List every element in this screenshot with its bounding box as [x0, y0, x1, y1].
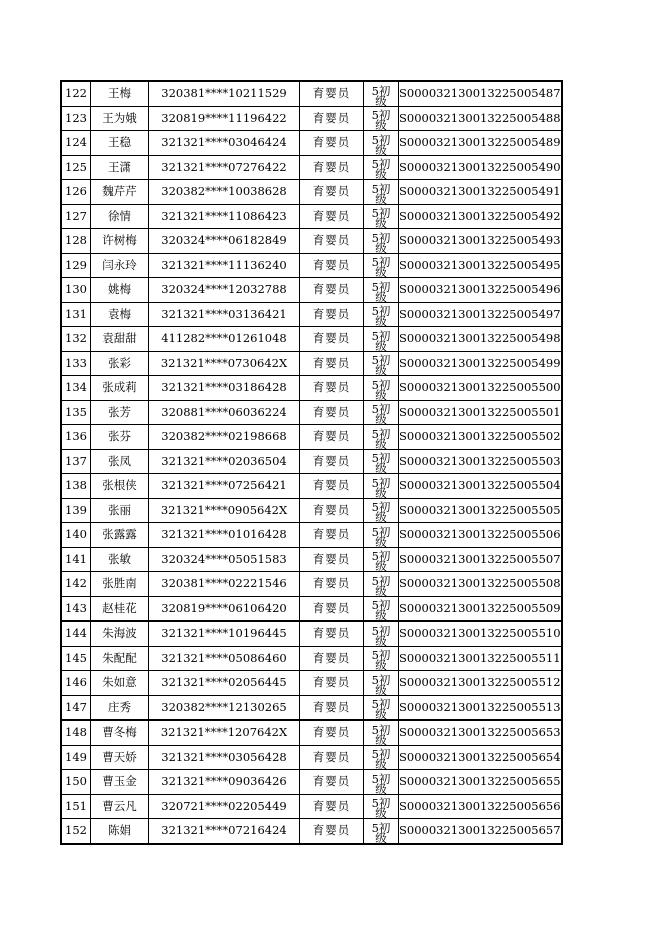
id-number: 320382****10038628 [149, 180, 300, 205]
id-number: 321321****05086460 [149, 646, 300, 671]
id-number: 320881****06036224 [149, 400, 300, 425]
skill-level [364, 449, 399, 474]
skill-level-text: 5初 级 [371, 426, 391, 451]
id-number: 320819****06106420 [149, 596, 300, 621]
row-number: 145 [61, 646, 91, 671]
certificate-number: S000032130013225005504 [399, 474, 562, 499]
id-number: 320382****02198668 [149, 425, 300, 450]
skill-level [364, 671, 399, 696]
certificate-number: S000032130013225005497 [399, 302, 562, 327]
occupation: 育婴员 [300, 302, 364, 327]
id-number: 411282****01261048 [149, 327, 300, 352]
row-number: 142 [61, 572, 91, 597]
certificate-number: S000032130013225005502 [399, 425, 562, 450]
person-name: 曹天娇 [91, 745, 149, 770]
skill-level [364, 302, 399, 327]
skill-level [364, 229, 399, 254]
certificate-number: S000032130013225005489 [399, 131, 562, 156]
certificate-number: S000032130013225005500 [399, 376, 562, 401]
person-name: 陈娟 [91, 819, 149, 844]
id-number: 321321****0905642X [149, 498, 300, 523]
person-name: 王潇 [91, 155, 149, 180]
certificate-number: S000032130013225005654 [399, 745, 562, 770]
occupation: 育婴员 [300, 523, 364, 548]
occupation: 育婴员 [300, 351, 364, 376]
skill-level [364, 278, 399, 303]
person-name: 朱海波 [91, 621, 149, 646]
skill-level [364, 131, 399, 156]
table-row [61, 596, 562, 621]
skill-level [364, 794, 399, 819]
id-number: 321321****03056428 [149, 745, 300, 770]
skill-level-text: 5初 级 [371, 206, 391, 231]
table-row [61, 671, 562, 696]
certificate-number: S000032130013225005656 [399, 794, 562, 819]
row-number: 125 [61, 155, 91, 180]
row-number: 126 [61, 180, 91, 205]
table-row [61, 81, 562, 106]
skill-level-text: 5初 级 [371, 451, 391, 476]
occupation: 育婴员 [300, 819, 364, 844]
id-number: 321321****07256421 [149, 474, 300, 499]
certificate-number: S000032130013225005498 [399, 327, 562, 352]
skill-level [364, 745, 399, 770]
skill-level-text: 5初 级 [371, 524, 391, 549]
person-name: 张彩 [91, 351, 149, 376]
row-number: 129 [61, 253, 91, 278]
person-name: 张露露 [91, 523, 149, 548]
occupation: 育婴员 [300, 376, 364, 401]
row-number: 147 [61, 695, 91, 720]
certificate-number: S000032130013225005501 [399, 400, 562, 425]
id-number: 321321****03186428 [149, 376, 300, 401]
skill-level-text: 5初 级 [371, 573, 391, 598]
row-number: 143 [61, 596, 91, 621]
table-row [61, 745, 562, 770]
certificate-number: S000032130013225005507 [399, 547, 562, 572]
person-name: 张芳 [91, 400, 149, 425]
table-row [61, 253, 562, 278]
skill-level-text: 5初 级 [371, 672, 391, 697]
skill-level-text: 5初 级 [371, 279, 391, 304]
table-row [61, 819, 562, 844]
skill-level [364, 474, 399, 499]
person-name: 曹玉金 [91, 770, 149, 795]
skill-level-text: 5初 级 [371, 648, 391, 673]
skill-level [364, 498, 399, 523]
id-number: 320382****12130265 [149, 695, 300, 720]
table-row [61, 327, 562, 352]
occupation: 育婴员 [300, 425, 364, 450]
occupation: 育婴员 [300, 498, 364, 523]
row-number: 134 [61, 376, 91, 401]
table-row [61, 425, 562, 450]
occupation: 育婴员 [300, 474, 364, 499]
table-row [61, 770, 562, 795]
certificate-number: S000032130013225005499 [399, 351, 562, 376]
table-row [61, 720, 562, 745]
id-number: 320324****12032788 [149, 278, 300, 303]
person-name: 王为娥 [91, 106, 149, 131]
certificate-number: S000032130013225005493 [399, 229, 562, 254]
occupation: 育婴员 [300, 621, 364, 646]
table-row [61, 449, 562, 474]
table-row [61, 180, 562, 205]
person-name: 姚梅 [91, 278, 149, 303]
row-number: 135 [61, 400, 91, 425]
skill-level [364, 646, 399, 671]
person-name: 张敏 [91, 547, 149, 572]
occupation: 育婴员 [300, 327, 364, 352]
person-name: 朱配配 [91, 646, 149, 671]
skill-level [364, 720, 399, 745]
skill-level-text: 5初 级 [371, 747, 391, 772]
table-row [61, 572, 562, 597]
table-row [61, 155, 562, 180]
skill-level-text: 5初 级 [371, 722, 391, 747]
skill-level-text: 5初 级 [371, 255, 391, 280]
skill-level-text: 5初 级 [371, 500, 391, 525]
row-number: 137 [61, 449, 91, 474]
person-name: 徐情 [91, 204, 149, 229]
id-number: 321321****09036426 [149, 770, 300, 795]
row-number: 150 [61, 770, 91, 795]
skill-level [364, 425, 399, 450]
certificate-number: S000032130013225005487 [399, 81, 562, 106]
skill-level [364, 253, 399, 278]
occupation: 育婴员 [300, 695, 364, 720]
occupation: 育婴员 [300, 745, 364, 770]
person-name: 王稳 [91, 131, 149, 156]
certificate-number: S000032130013225005490 [399, 155, 562, 180]
id-number: 320381****10211529 [149, 81, 300, 106]
skill-level [364, 572, 399, 597]
table-row [61, 131, 562, 156]
certificate-number: S000032130013225005511 [399, 646, 562, 671]
table-row [61, 474, 562, 499]
person-name: 庄秀 [91, 695, 149, 720]
person-name: 许树梅 [91, 229, 149, 254]
row-number: 138 [61, 474, 91, 499]
row-number: 130 [61, 278, 91, 303]
skill-level-text: 5初 级 [371, 820, 391, 845]
table-row [61, 400, 562, 425]
skill-level [364, 81, 399, 106]
skill-level-text: 5初 级 [371, 377, 391, 402]
certificate-number: S000032130013225005512 [399, 671, 562, 696]
skill-level-text: 5初 级 [371, 132, 391, 157]
id-number: 321321****0730642X [149, 351, 300, 376]
id-number: 320324****06182849 [149, 229, 300, 254]
occupation: 育婴员 [300, 646, 364, 671]
certificate-number: S000032130013225005653 [399, 720, 562, 745]
skill-level-text: 5初 级 [371, 402, 391, 427]
person-name: 张胜南 [91, 572, 149, 597]
skill-level [364, 400, 399, 425]
skill-level-text: 5初 级 [371, 623, 391, 648]
table-row [61, 794, 562, 819]
row-number: 128 [61, 229, 91, 254]
certificate-number: S000032130013225005495 [399, 253, 562, 278]
row-number: 141 [61, 547, 91, 572]
skill-level [364, 523, 399, 548]
skill-level [364, 770, 399, 795]
person-name: 张丽 [91, 498, 149, 523]
skill-level [364, 351, 399, 376]
skill-level-text: 5初 级 [371, 181, 391, 206]
person-name: 张凤 [91, 449, 149, 474]
skill-level [364, 376, 399, 401]
row-number: 127 [61, 204, 91, 229]
row-number: 144 [61, 621, 91, 646]
table-row [61, 376, 562, 401]
person-name: 曹云凡 [91, 794, 149, 819]
occupation: 育婴员 [300, 547, 364, 572]
occupation: 育婴员 [300, 204, 364, 229]
certificate-number: S000032130013225005508 [399, 572, 562, 597]
certificate-number: S000032130013225005506 [399, 523, 562, 548]
occupation: 育婴员 [300, 720, 364, 745]
skill-level-text: 5初 级 [371, 353, 391, 378]
certificate-number: S000032130013225005655 [399, 770, 562, 795]
skill-level-text: 5初 级 [371, 304, 391, 329]
person-name: 袁甜甜 [91, 327, 149, 352]
row-number: 122 [61, 81, 91, 106]
table-row [61, 302, 562, 327]
row-number: 148 [61, 720, 91, 745]
person-name: 赵桂花 [91, 596, 149, 621]
certificate-number: S000032130013225005657 [399, 819, 562, 844]
skill-level-text: 5初 级 [371, 108, 391, 133]
skill-level [364, 106, 399, 131]
skill-level-text: 5初 级 [371, 475, 391, 500]
id-number: 320324****05051583 [149, 547, 300, 572]
person-name: 张根侠 [91, 474, 149, 499]
row-number: 123 [61, 106, 91, 131]
occupation: 育婴员 [300, 671, 364, 696]
skill-level [364, 621, 399, 646]
row-number: 124 [61, 131, 91, 156]
table-row [61, 204, 562, 229]
certificate-number: S000032130013225005492 [399, 204, 562, 229]
skill-level-text: 5初 级 [371, 157, 391, 182]
skill-level [364, 327, 399, 352]
skill-level-text: 5初 级 [371, 697, 391, 722]
id-number: 321321****03046424 [149, 131, 300, 156]
skill-level [364, 180, 399, 205]
occupation: 育婴员 [300, 794, 364, 819]
occupation: 育婴员 [300, 131, 364, 156]
id-number: 321321****03136421 [149, 302, 300, 327]
skill-level [364, 596, 399, 621]
occupation: 育婴员 [300, 770, 364, 795]
id-number: 320381****02221546 [149, 572, 300, 597]
certificate-number: S000032130013225005513 [399, 695, 562, 720]
table-row [61, 621, 562, 646]
id-number: 321321****11086423 [149, 204, 300, 229]
person-name: 张成莉 [91, 376, 149, 401]
person-name: 袁梅 [91, 302, 149, 327]
row-number: 149 [61, 745, 91, 770]
id-number: 321321****07216424 [149, 819, 300, 844]
table-body [61, 81, 562, 844]
occupation: 育婴员 [300, 155, 364, 180]
skill-level-text: 5初 级 [371, 230, 391, 255]
skill-level-text: 5初 级 [371, 598, 391, 623]
table-row [61, 695, 562, 720]
table-row [61, 646, 562, 671]
row-number: 140 [61, 523, 91, 548]
row-number: 146 [61, 671, 91, 696]
id-number: 321321****02056445 [149, 671, 300, 696]
skill-level-text: 5初 级 [371, 796, 391, 821]
skill-level [364, 695, 399, 720]
certificate-number: S000032130013225005491 [399, 180, 562, 205]
occupation: 育婴员 [300, 572, 364, 597]
occupation: 育婴员 [300, 253, 364, 278]
certificate-number: S000032130013225005496 [399, 278, 562, 303]
occupation: 育婴员 [300, 596, 364, 621]
id-number: 320721****02205449 [149, 794, 300, 819]
table-row [61, 106, 562, 131]
row-number: 151 [61, 794, 91, 819]
person-name: 朱如意 [91, 671, 149, 696]
skill-level-text: 5初 级 [371, 549, 391, 574]
certificate-table [60, 80, 563, 845]
certificate-number: S000032130013225005503 [399, 449, 562, 474]
occupation: 育婴员 [300, 180, 364, 205]
occupation: 育婴员 [300, 400, 364, 425]
skill-level-text: 5初 级 [371, 771, 391, 796]
skill-level-text: 5初 级 [371, 83, 391, 108]
id-number: 321321****07276422 [149, 155, 300, 180]
row-number: 136 [61, 425, 91, 450]
table-row [61, 498, 562, 523]
person-name: 曹冬梅 [91, 720, 149, 745]
certificate-number: S000032130013225005510 [399, 621, 562, 646]
occupation: 育婴员 [300, 81, 364, 106]
id-number: 321321****10196445 [149, 621, 300, 646]
table-row [61, 278, 562, 303]
table-row [61, 351, 562, 376]
skill-level [364, 155, 399, 180]
id-number: 321321****11136240 [149, 253, 300, 278]
skill-level [364, 819, 399, 844]
occupation: 育婴员 [300, 278, 364, 303]
certificate-number: S000032130013225005488 [399, 106, 562, 131]
certificate-number: S000032130013225005509 [399, 596, 562, 621]
table-row [61, 547, 562, 572]
id-number: 321321****02036504 [149, 449, 300, 474]
row-number: 139 [61, 498, 91, 523]
table-row [61, 523, 562, 548]
skill-level [364, 547, 399, 572]
id-number: 320819****11196422 [149, 106, 300, 131]
row-number: 133 [61, 351, 91, 376]
certificate-number: S000032130013225005505 [399, 498, 562, 523]
row-number: 131 [61, 302, 91, 327]
person-name: 闫永玲 [91, 253, 149, 278]
skill-level [364, 204, 399, 229]
person-name: 张芬 [91, 425, 149, 450]
person-name: 魏芹芹 [91, 180, 149, 205]
occupation: 育婴员 [300, 106, 364, 131]
id-number: 321321****1207642X [149, 720, 300, 745]
person-name: 王梅 [91, 81, 149, 106]
row-number: 132 [61, 327, 91, 352]
id-number: 321321****01016428 [149, 523, 300, 548]
row-number: 152 [61, 819, 91, 844]
occupation: 育婴员 [300, 229, 364, 254]
occupation: 育婴员 [300, 449, 364, 474]
skill-level-text: 5初 级 [371, 328, 391, 353]
table-row [61, 229, 562, 254]
